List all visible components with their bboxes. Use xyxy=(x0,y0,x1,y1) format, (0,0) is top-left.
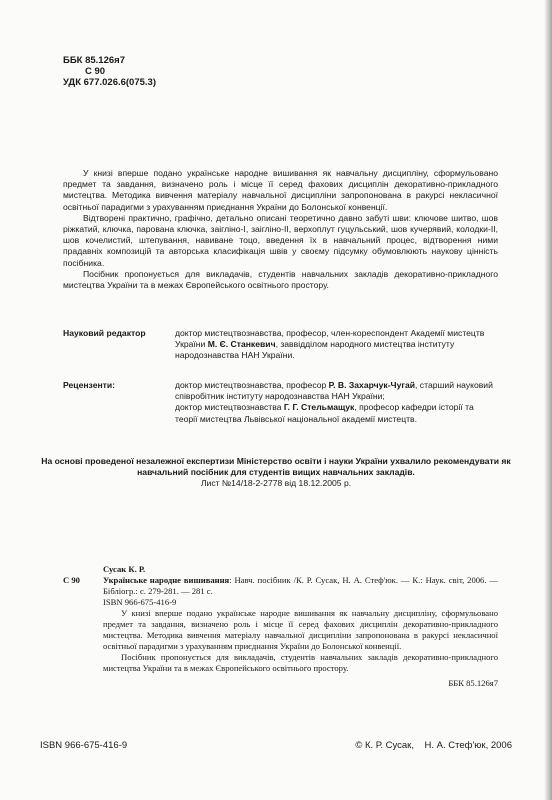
editor-name: М. Є. Станкевич xyxy=(207,339,276,350)
ministry-approval xyxy=(40,456,512,490)
abstract-paragraph: У книзі вперше подано українське народне вишивання як навчальну дисципліну, сформульовано предмет та завдання, визначено роль і місце її серед фахових дисциплін декоративно-прикладного мистецтва. Методика вивчення матеріалу навчальної дисципліни запропонована в ракурсі некласичної освітньої парадигми з урахуванням приєднання України до Болонської конвенції. xyxy=(63,168,498,212)
reviewer-text: доктор мистецтвознавства xyxy=(175,402,284,413)
page-edge-shadow xyxy=(544,0,552,800)
udk-code: УДК 677.026.6(075.3) xyxy=(63,77,156,88)
abstract-paragraph: Посібник пропонується для викладачів, студентів навчальних закладів декоративно-прикладного мистецтва України та в межах Європейського освітнього простору. xyxy=(63,268,498,291)
catalog-title: Українське народне вишивання xyxy=(103,575,230,585)
catalog-bbk: ББК 85.126я7 xyxy=(448,678,498,688)
footer-copyright: © К. Р. Сусак, Н. А. Стеф'юк, 2006 xyxy=(355,740,512,751)
ministry-text: На основі проведеної незалежної експертизи Міністерство освіти і науки України ухвалило рекомендувати як навчальний посібник для студентів вищих навчальних закладів. xyxy=(41,456,511,478)
catalog-isbn: ISBN 966-675-416-9 xyxy=(103,597,177,607)
abstract xyxy=(63,168,498,291)
catalog-card-code: С 90 xyxy=(63,575,80,585)
catalog-annotation xyxy=(103,608,498,674)
reviewer-1 xyxy=(175,380,498,402)
reviewer-2 xyxy=(175,402,498,424)
reviewer-text: , професор кафедри історії та теорії мистецтва Львівської національної академії мистецтв. xyxy=(175,402,474,424)
reviewers xyxy=(63,380,498,425)
reviewer-text: доктор мистецтвознавства, професор xyxy=(175,380,329,390)
editor-label: Науковий редактор xyxy=(63,328,146,338)
footer-isbn: ISBN 966-675-416-9 xyxy=(40,740,128,751)
classification-block xyxy=(63,55,156,88)
catalog-code: С 90 xyxy=(85,66,106,77)
catalog-entry xyxy=(103,575,498,597)
annotation-paragraph: Посібник пропонується для викладачів, студентів навчальних закладів декоративно-прикладного мистецтва України та в межах Європейського освітнього простору. xyxy=(103,652,498,673)
scientific-editor xyxy=(63,328,498,362)
catalog-author: Сусак К. Р. xyxy=(103,564,146,574)
abstract-paragraph: Відтворені практично, графічно, детально описані теоретично давно забуті шви: ключове шитво, шов ріжкатий, ключка, парована ключка, заігліно-І, заігліно-ІІ, верхоплут гуцульський, шов кучерявий, колодки-ІІ, шов кочелистий, штепування, навиване тоцо, введення їх в навчальний процес, відтворення ними прадавніх композицій та авторська класифікація швів у своєму підсумку обумовлюють наукову цінність посібника. xyxy=(63,212,498,268)
editor-body xyxy=(175,328,498,362)
annotation-paragraph: У книзі вперше подано українське народне вишивання як навчальну дисципліну, сформульовано предмет та завдання, визначено роль і місце її серед фахових дисциплін декоративно-прикладного мистецтва. Методика вивчення матеріалу навчальної дисципліни запропонована в ракурсі некласичної освітньої парадигми з урахуванням приєднання України до Болонської конвенції. xyxy=(103,608,498,651)
editor-text: доктор мистецтвознавства, професор, член-кореспондент Академії мистецтв України xyxy=(175,328,485,350)
reviewers-label: Рецензенти: xyxy=(63,380,116,390)
ministry-letter: Лист №14/18-2-2778 від 18.12.2005 р. xyxy=(200,478,352,489)
reviewers-body xyxy=(175,380,498,425)
reviewer-name: Р. В. Захарчук-Чугай xyxy=(328,380,416,390)
bbk-code: ББК 85.126я7 xyxy=(63,55,125,66)
catalog-entry-text: : Навч. посібник /К. Р. Сусак, Н. А. Стеф'юк. — К.: Наук. світ, 2006. — Бібліогр.: с. 279-281. — 281 с. xyxy=(103,575,498,596)
catalog-card xyxy=(63,564,498,689)
editor-text: , заввідділом народного мистецтва інституту народознавства НАН України. xyxy=(175,339,455,361)
reviewer-text: , старший науковий співробітник інституту народознавства НАН України; xyxy=(175,380,493,402)
reviewer-name: Г. Г. Стельмащук xyxy=(283,402,355,413)
